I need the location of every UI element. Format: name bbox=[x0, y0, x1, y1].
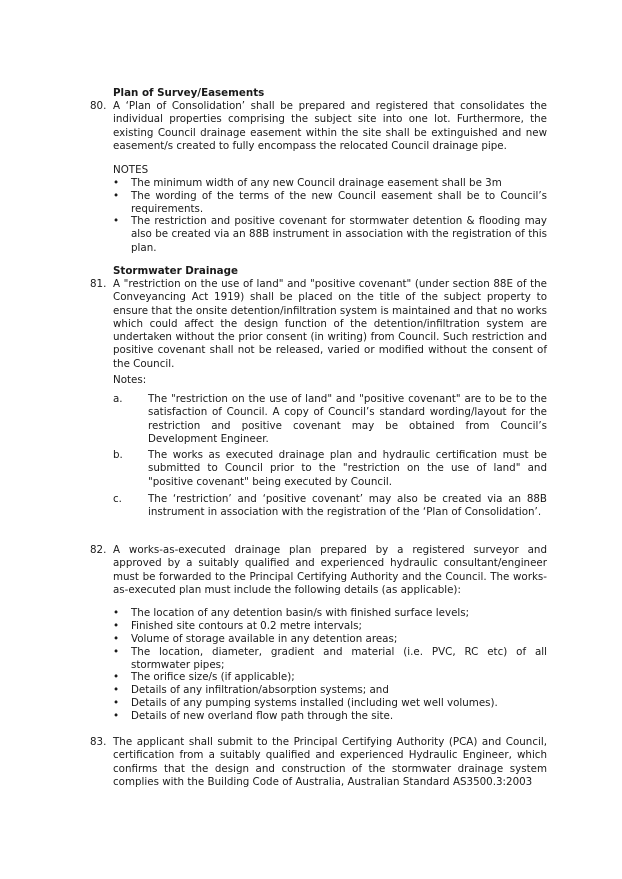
section-heading-stormwater: Stormwater Drainage bbox=[113, 265, 238, 277]
bullet-icon: • bbox=[113, 177, 120, 189]
condition-81-text: A "restriction on the use of land" and "positive covenant" (under section 88E of the Conveyancing Act 1919) shall be placed on the title of the subject property to ensure that the onsite detention/infiltration system is maintained and that no works which could affect the design function of the detention/infiltration system are undertaken without the prior consent (in writing) from Council. Such restriction and positive covenant shall not be released, varied or modified without the consent of the Council. bbox=[113, 278, 547, 370]
list-item: • Details of new overland flow path through the site. bbox=[113, 710, 394, 722]
notes-label: Notes: bbox=[113, 374, 147, 386]
list-item: • The restriction and positive covenant for stormwater detention & flooding may also be created via an 88B instrument in association with the registration of this plan. bbox=[113, 215, 547, 254]
bullet-icon: • bbox=[113, 671, 120, 683]
notes-label: NOTES bbox=[113, 164, 149, 176]
list-item: • The location of any detention basin/s with finished surface levels; bbox=[113, 607, 470, 619]
list-item: • Details of any infiltration/absorption systems; and bbox=[113, 684, 389, 696]
list-item: • The wording of the terms of the new Council easement shall be to Council’s requirements. bbox=[113, 190, 547, 216]
bullet-icon: • bbox=[113, 633, 120, 645]
condition-number-82: 82. bbox=[90, 544, 107, 556]
condition-number-83: 83. bbox=[90, 736, 107, 748]
list-item: • Finished site contours at 0.2 metre intervals; bbox=[113, 620, 362, 632]
list-item: • The orifice size/s (if applicable); bbox=[113, 671, 295, 683]
condition-number-81: 81. bbox=[90, 278, 107, 290]
bullet-icon: • bbox=[113, 620, 120, 632]
list-item: • The location, diameter, gradient and material (i.e. PVC, RC etc) of all stormwater pipes; bbox=[113, 646, 547, 672]
bullet-icon: • bbox=[113, 607, 120, 619]
bullet-icon: • bbox=[113, 190, 120, 202]
condition-80-text: A ‘Plan of Consolidation’ shall be prepared and registered that consolidates the individual properties comprising the subject site into one lot. Furthermore, the existing Council drainage easement within the site shall be extinguished and new easement/s created to fully encompass the relocated Council drainage pipe. bbox=[113, 100, 547, 152]
condition-83-text: The applicant shall submit to the Principal Certifying Authority (PCA) and Council, certification from a suitably qualified and experienced Hydraulic Engineer, which confirms that the design and construction of the stormwater drainage system complies with the Building Code of Australia, Australian Standard AS3500.3:2003 bbox=[113, 736, 547, 788]
section-heading-plan-of-survey: Plan of Survey/Easements bbox=[113, 87, 265, 99]
bullet-icon: • bbox=[113, 684, 120, 696]
list-item: • The minimum width of any new Council drainage easement shall be 3m bbox=[113, 177, 502, 189]
bullet-icon: • bbox=[113, 710, 120, 722]
condition-number-80: 80. bbox=[90, 100, 107, 112]
condition-82-text: A works-as-executed drainage plan prepared by a registered surveyor and approved by a suitably qualified and experienced hydraulic consultant/engineer must be forwarded to the Principal Certifying Authority and the Council. The works-as-executed plan must include the following details (as applicable): bbox=[113, 544, 547, 596]
list-item: • Volume of storage available in any detention areas; bbox=[113, 633, 398, 645]
list-item: • Details of any pumping systems installed (including wet well volumes). bbox=[113, 697, 498, 709]
bullet-icon: • bbox=[113, 697, 120, 709]
bullet-icon: • bbox=[113, 646, 120, 658]
bullet-icon: • bbox=[113, 215, 120, 227]
